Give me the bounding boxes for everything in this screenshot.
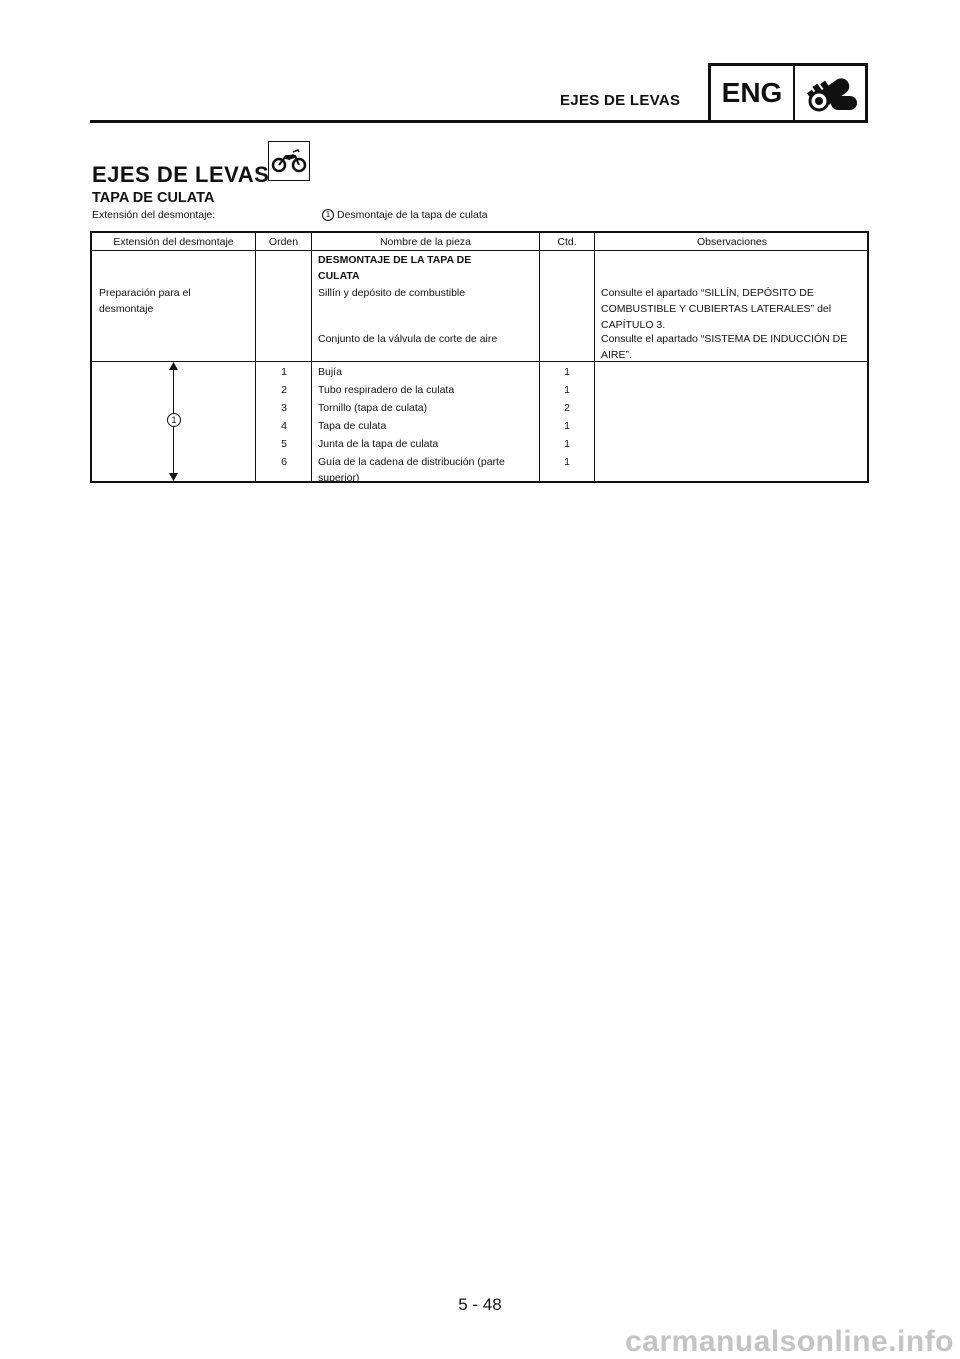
- chapter-badge: [708, 63, 868, 123]
- prep-note: Consulte el apartado “SISTEMA DE INDUCCIÓN DE AIRE”.: [601, 333, 848, 361]
- arrow-up-icon: [169, 362, 178, 370]
- part-order: 3: [281, 402, 287, 414]
- col-header-part: Nombre de la pieza: [379, 236, 472, 248]
- motorcycle-icon: [268, 141, 310, 181]
- prep-extent: Preparación para el desmontaje: [99, 287, 191, 315]
- engine-camshaft-icon: [795, 66, 865, 120]
- page-number: 5 - 48: [458, 1295, 502, 1314]
- part-name: Tubo respiradero de la culata: [318, 384, 455, 396]
- header-rule: [90, 120, 708, 123]
- part-name: Junta de la tapa de culata: [318, 438, 439, 450]
- disassembly-table: [90, 231, 869, 483]
- subsection-title: TAPA DE CULATA: [92, 190, 215, 206]
- part-qty: 1: [564, 456, 570, 468]
- prep-note: Consulte el apartado “SILLÍN, DEPÓSITO DE COMBUSTIBLE Y CUBIERTAS LATERALES” del CAPÍTULO 3.: [601, 287, 832, 331]
- scope-label: Extensión del desmontaje:: [92, 209, 216, 221]
- part-order: 2: [281, 384, 287, 396]
- part-name: Tapa de culata: [318, 420, 387, 432]
- header-row-divider: [92, 250, 867, 251]
- part-order: 1: [281, 366, 287, 378]
- part-name: Guía de la cadena de distribución (parte superior): [318, 456, 505, 484]
- part-order: 4: [281, 420, 287, 432]
- chapter-label: ENG: [711, 66, 795, 120]
- col-header-extent: Extensión del desmontaje: [113, 236, 234, 248]
- part-qty: 1: [564, 384, 570, 396]
- watermark: carmanualsonline.info: [625, 1325, 954, 1358]
- part-name: Tornillo (tapa de culata): [318, 402, 428, 414]
- col-divider: [594, 233, 595, 481]
- col-header-notes: Observaciones: [696, 236, 768, 248]
- scope-number-badge: 1: [322, 209, 334, 221]
- arrow-down-icon: [169, 473, 178, 481]
- part-qty: 1: [564, 366, 570, 378]
- part-name: Bujía: [318, 366, 342, 378]
- prep-part: Sillín y depósito de combustible: [318, 287, 466, 299]
- extent-marker: 1: [167, 413, 181, 427]
- part-qty: 1: [564, 438, 570, 450]
- procedure-title: DESMONTAJE DE LA TAPA DE CULATA: [318, 254, 472, 282]
- col-header-order: Orden: [268, 236, 299, 248]
- part-order: 6: [281, 456, 287, 468]
- page-title: EJES DE LEVAS: [92, 162, 270, 187]
- prep-part: Conjunto de la válvula de corte de aire: [318, 333, 498, 345]
- scope-text: Desmontaje de la tapa de culata: [337, 209, 488, 221]
- scope-value: [322, 209, 488, 221]
- col-header-qty: Ctd.: [557, 236, 577, 248]
- part-qty: 1: [564, 420, 570, 432]
- part-qty: 2: [564, 402, 570, 414]
- part-order: 5: [281, 438, 287, 450]
- header-section-title: EJES DE LEVAS: [560, 92, 681, 109]
